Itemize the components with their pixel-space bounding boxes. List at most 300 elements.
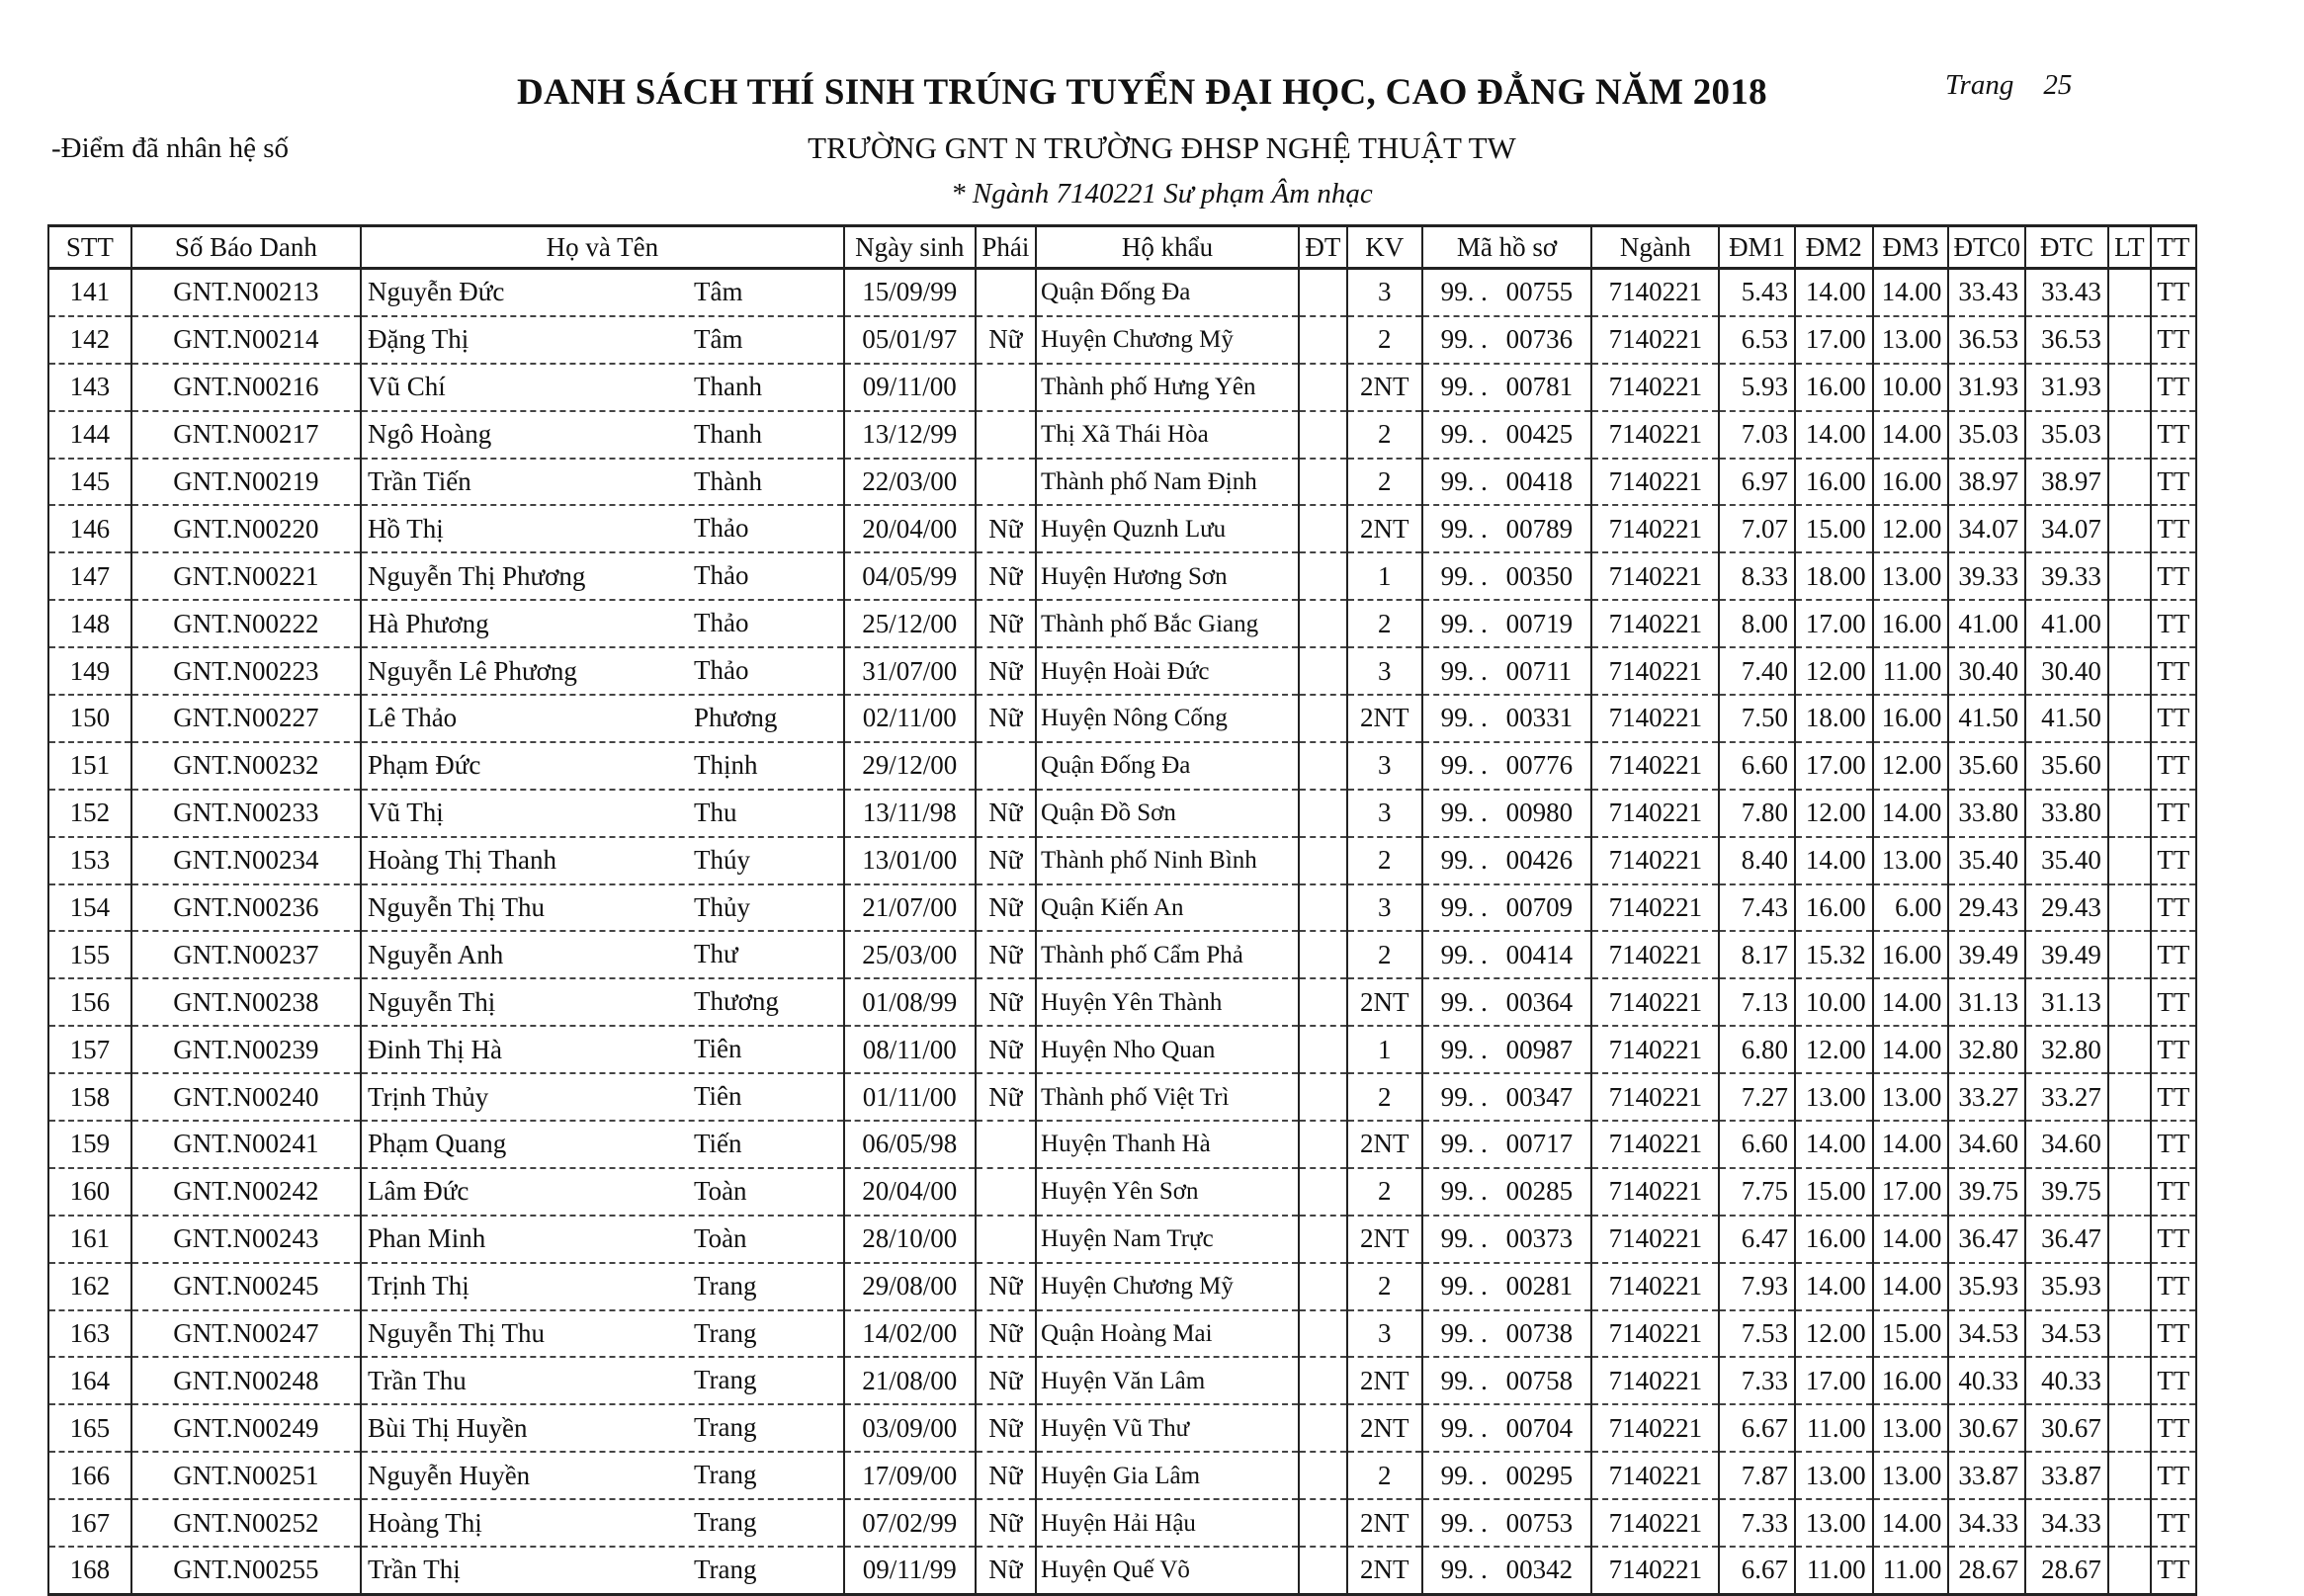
dm1-cell: 6.80 <box>1719 1026 1795 1073</box>
tt-cell: TT <box>2151 647 2196 695</box>
dm1-cell: 6.60 <box>1719 742 1795 790</box>
given-name-text: Thu <box>693 797 737 827</box>
kv-cell: 3 <box>1347 269 1422 316</box>
dtc0-cell: 41.00 <box>1948 600 2025 647</box>
file-number-text: 00755 <box>1505 277 1574 307</box>
surname-text: Trần Thu <box>367 1365 467 1395</box>
column-header: Mã hồ sơ <box>1422 226 1592 269</box>
gender-cell: Nữ <box>976 695 1036 742</box>
gender-cell: Nữ <box>976 1263 1036 1310</box>
file-code-cell <box>1422 1026 1592 1073</box>
kv-cell: 1 <box>1347 552 1422 600</box>
column-header: ĐT <box>1299 226 1347 269</box>
name-cell <box>361 269 844 316</box>
score-note: -Điểm đã nhân hệ số <box>51 132 289 164</box>
file-number-text: 00295 <box>1505 1460 1574 1490</box>
dtc-cell: 39.33 <box>2025 552 2108 600</box>
dm3-cell: 6.00 <box>1873 884 1949 932</box>
name-cell <box>361 695 844 742</box>
major-code-cell: 7140221 <box>1591 269 1719 316</box>
given-name-text: Toàn <box>693 1175 747 1206</box>
residence-cell: Huyện Nông Cống <box>1036 695 1299 742</box>
file-number-text: 00704 <box>1505 1412 1574 1443</box>
column-header: ĐM2 <box>1795 226 1873 269</box>
given-name-text: Trang <box>693 1270 757 1301</box>
dm3-cell: 17.00 <box>1873 1168 1949 1216</box>
file-number-text: 00364 <box>1505 986 1574 1017</box>
sbd-cell: GNT.N00249 <box>131 1404 361 1452</box>
kv-cell: 2NT <box>1347 978 1422 1026</box>
table-row <box>48 316 2196 364</box>
dm2-cell: 13.00 <box>1795 1073 1873 1121</box>
dob-cell: 29/08/00 <box>844 1263 976 1310</box>
dm2-cell: 14.00 <box>1795 411 1873 459</box>
table-row <box>48 884 2196 932</box>
kv-cell: 2 <box>1347 1263 1422 1310</box>
file-number-text: 00753 <box>1505 1507 1574 1538</box>
tt-cell: TT <box>2151 411 2196 459</box>
surname-text: Hồ Thị <box>367 513 444 544</box>
stt-cell: 167 <box>48 1499 131 1547</box>
file-number-text: 00738 <box>1505 1318 1574 1349</box>
name-cell <box>361 411 844 459</box>
sbd-cell: GNT.N00255 <box>131 1547 361 1594</box>
surname-text: Hà Phương <box>367 608 489 638</box>
surname-text: Phan Minh <box>367 1223 486 1254</box>
surname-text: Nguyễn Thị Thu <box>367 1318 545 1349</box>
dm3-cell: 14.00 <box>1873 1499 1949 1547</box>
dt-cell <box>1299 269 1347 316</box>
school-text: TRƯỜNG GNT N TRƯỜNG ĐHSP NGHỆ THUẬT TW <box>808 130 1516 165</box>
dm1-cell: 6.47 <box>1719 1216 1795 1263</box>
file-number-text: 00711 <box>1505 655 1573 686</box>
dtc-cell: 38.97 <box>2025 459 2108 506</box>
tt-cell: TT <box>2151 1121 2196 1168</box>
file-code-cell <box>1422 1452 1592 1499</box>
lt-cell <box>2108 1547 2151 1594</box>
file-prefix-text: 99. . <box>1440 1507 1488 1538</box>
lt-cell <box>2108 1168 2151 1216</box>
residence-cell: Huyện Yên Thành <box>1036 978 1299 1026</box>
file-prefix-text: 99. . <box>1440 513 1488 544</box>
dt-cell <box>1299 552 1347 600</box>
dm3-cell: 13.00 <box>1873 1404 1949 1452</box>
lt-cell <box>2108 931 2151 978</box>
dtc0-cell: 39.49 <box>1948 931 2025 978</box>
given-name-text: Thịnh <box>693 749 758 780</box>
file-prefix-text: 99. . <box>1440 750 1488 781</box>
dob-cell: 13/12/99 <box>844 411 976 459</box>
major-code-cell: 7140221 <box>1591 1216 1719 1263</box>
dt-cell <box>1299 1263 1347 1310</box>
dtc-cell: 34.60 <box>2025 1121 2108 1168</box>
file-prefix-text: 99. . <box>1440 277 1488 307</box>
surname-text: Trần Tiến <box>367 466 471 496</box>
dm1-cell: 7.43 <box>1719 884 1795 932</box>
gender-cell <box>976 269 1036 316</box>
name-cell <box>361 1452 844 1499</box>
dob-cell: 06/05/98 <box>844 1121 976 1168</box>
dtc0-cell: 34.07 <box>1948 505 2025 552</box>
surname-text: Phạm Quang <box>367 1129 507 1159</box>
file-code-cell <box>1422 695 1592 742</box>
stt-cell: 158 <box>48 1073 131 1121</box>
name-cell <box>361 316 844 364</box>
file-code-cell <box>1422 505 1592 552</box>
dm2-cell: 14.00 <box>1795 837 1873 884</box>
file-code-cell <box>1422 837 1592 884</box>
tt-cell: TT <box>2151 600 2196 647</box>
stt-cell: 144 <box>48 411 131 459</box>
name-cell <box>361 1263 844 1310</box>
dob-cell: 07/02/99 <box>844 1499 976 1547</box>
gender-cell <box>976 364 1036 411</box>
dtc0-cell: 33.43 <box>1948 269 2025 316</box>
residence-cell: Huyện Hương Sơn <box>1036 552 1299 600</box>
residence-cell: Thành phố Ninh Bình <box>1036 837 1299 884</box>
residence-cell: Thành phố Nam Định <box>1036 459 1299 506</box>
tt-cell: TT <box>2151 1026 2196 1073</box>
gender-cell: Nữ <box>976 790 1036 837</box>
gender-cell: Nữ <box>976 884 1036 932</box>
tt-cell: TT <box>2151 790 2196 837</box>
file-code-cell <box>1422 647 1592 695</box>
file-number-text: 00426 <box>1505 845 1574 876</box>
tt-cell: TT <box>2151 1168 2196 1216</box>
tt-cell: TT <box>2151 1073 2196 1121</box>
given-name-text: Thúy <box>693 844 750 875</box>
lt-cell <box>2108 1499 2151 1547</box>
file-code-cell <box>1422 552 1592 600</box>
table-row <box>48 364 2196 411</box>
file-prefix-text: 99. . <box>1440 608 1488 638</box>
file-code-cell <box>1422 1073 1592 1121</box>
dtc-cell: 34.33 <box>2025 1499 2108 1547</box>
file-code-cell <box>1422 884 1592 932</box>
file-prefix-text: 99. . <box>1440 1034 1488 1064</box>
given-name-text: Thanh <box>693 418 762 449</box>
file-prefix-text: 99. . <box>1440 1081 1488 1112</box>
major-code-cell: 7140221 <box>1591 1263 1719 1310</box>
major-code-cell: 7140221 <box>1591 742 1719 790</box>
dt-cell <box>1299 459 1347 506</box>
table-header-row <box>48 226 2196 269</box>
dob-cell: 13/11/98 <box>844 790 976 837</box>
file-number-text: 00350 <box>1505 560 1574 591</box>
stt-cell: 161 <box>48 1216 131 1263</box>
file-code-cell <box>1422 411 1592 459</box>
kv-cell: 2 <box>1347 1452 1422 1499</box>
dob-cell: 08/11/00 <box>844 1026 976 1073</box>
dm3-cell: 13.00 <box>1873 316 1949 364</box>
dm3-cell: 15.00 <box>1873 1310 1949 1358</box>
dtc-cell: 41.00 <box>2025 600 2108 647</box>
surname-text: Vũ Chí <box>367 372 446 402</box>
column-header: Phái <box>976 226 1036 269</box>
kv-cell: 2 <box>1347 316 1422 364</box>
tt-cell: TT <box>2151 269 2196 316</box>
dm3-cell: 11.00 <box>1873 1547 1949 1594</box>
table-row <box>48 459 2196 506</box>
major-code-cell: 7140221 <box>1591 1404 1719 1452</box>
major-code-cell: 7140221 <box>1591 1547 1719 1594</box>
sbd-cell: GNT.N00241 <box>131 1121 361 1168</box>
dtc0-cell: 41.50 <box>1948 695 2025 742</box>
surname-text: Bùi Thị Huyền <box>367 1412 528 1443</box>
stt-cell: 152 <box>48 790 131 837</box>
tt-cell: TT <box>2151 978 2196 1026</box>
major-code-cell: 7140221 <box>1591 695 1719 742</box>
stt-cell: 142 <box>48 316 131 364</box>
dtc0-cell: 36.53 <box>1948 316 2025 364</box>
dm1-cell: 7.93 <box>1719 1263 1795 1310</box>
dob-cell: 28/10/00 <box>844 1216 976 1263</box>
dm1-cell: 7.33 <box>1719 1499 1795 1547</box>
dm1-cell: 6.97 <box>1719 459 1795 506</box>
dm2-cell: 15.00 <box>1795 505 1873 552</box>
dm3-cell: 14.00 <box>1873 790 1949 837</box>
lt-cell <box>2108 1121 2151 1168</box>
given-name-text: Trang <box>693 1460 757 1490</box>
name-cell <box>361 978 844 1026</box>
surname-text: Đặng Thị <box>367 324 469 355</box>
file-code-cell <box>1422 316 1592 364</box>
table-row <box>48 1547 2196 1594</box>
dm3-cell: 14.00 <box>1873 269 1949 316</box>
dm3-cell: 11.00 <box>1873 647 1949 695</box>
table-row <box>48 1404 2196 1452</box>
file-code-cell <box>1422 1547 1592 1594</box>
dm2-cell: 18.00 <box>1795 695 1873 742</box>
kv-cell: 3 <box>1347 790 1422 837</box>
given-name-text: Thảo <box>693 655 749 686</box>
name-cell <box>361 790 844 837</box>
file-number-text: 00781 <box>1505 372 1574 402</box>
dm1-cell: 6.53 <box>1719 316 1795 364</box>
residence-cell: Thành phố Bắc Giang <box>1036 600 1299 647</box>
stt-cell: 149 <box>48 647 131 695</box>
tt-cell: TT <box>2151 1310 2196 1358</box>
dob-cell: 31/07/00 <box>844 647 976 695</box>
file-code-cell <box>1422 931 1592 978</box>
dt-cell <box>1299 600 1347 647</box>
surname-text: Lê Thảo <box>367 703 458 733</box>
file-code-cell <box>1422 1310 1592 1358</box>
gender-cell: Nữ <box>976 600 1036 647</box>
dtc-cell: 33.43 <box>2025 269 2108 316</box>
dtc-cell: 30.67 <box>2025 1404 2108 1452</box>
gender-cell: Nữ <box>976 1026 1036 1073</box>
table-row <box>48 931 2196 978</box>
name-cell <box>361 1026 844 1073</box>
major-code-cell: 7140221 <box>1591 931 1719 978</box>
file-prefix-text: 99. . <box>1440 655 1488 686</box>
column-header: KV <box>1347 226 1422 269</box>
stt-cell: 160 <box>48 1168 131 1216</box>
sbd-cell: GNT.N00243 <box>131 1216 361 1263</box>
dm2-cell: 18.00 <box>1795 552 1873 600</box>
file-code-cell <box>1422 1499 1592 1547</box>
stt-cell: 159 <box>48 1121 131 1168</box>
residence-cell: Quận Đống Đa <box>1036 742 1299 790</box>
tt-cell: TT <box>2151 1404 2196 1452</box>
dt-cell <box>1299 884 1347 932</box>
file-number-text: 00425 <box>1505 419 1574 450</box>
sbd-cell: GNT.N00236 <box>131 884 361 932</box>
surname-text: Trịnh Thị <box>367 1271 469 1302</box>
surname-text: Nguyễn Đức <box>367 277 505 307</box>
lt-cell <box>2108 269 2151 316</box>
kv-cell: 3 <box>1347 884 1422 932</box>
tt-cell: TT <box>2151 884 2196 932</box>
file-prefix-text: 99. . <box>1440 798 1488 828</box>
residence-cell: Huyện Vũ Thư <box>1036 1404 1299 1452</box>
stt-cell: 166 <box>48 1452 131 1499</box>
sbd-cell: GNT.N00217 <box>131 411 361 459</box>
residence-cell: Huyện Thanh Hà <box>1036 1121 1299 1168</box>
dtc0-cell: 28.67 <box>1948 1547 2025 1594</box>
kv-cell: 3 <box>1347 1310 1422 1358</box>
dm1-cell: 7.53 <box>1719 1310 1795 1358</box>
dt-cell <box>1299 505 1347 552</box>
dm2-cell: 14.00 <box>1795 269 1873 316</box>
table-row <box>48 837 2196 884</box>
school-name <box>0 130 2304 166</box>
dm2-cell: 12.00 <box>1795 1310 1873 1358</box>
kv-cell: 2NT <box>1347 1499 1422 1547</box>
major-code-cell: 7140221 <box>1591 1452 1719 1499</box>
name-cell <box>361 1073 844 1121</box>
table-row <box>48 742 2196 790</box>
kv-cell: 2NT <box>1347 505 1422 552</box>
dtc0-cell: 31.93 <box>1948 364 2025 411</box>
dm1-cell: 7.27 <box>1719 1073 1795 1121</box>
dt-cell <box>1299 1073 1347 1121</box>
residence-cell: Quận Hoàng Mai <box>1036 1310 1299 1358</box>
column-header: ĐTC0 <box>1948 226 2025 269</box>
given-name-text: Thảo <box>693 513 749 544</box>
dt-cell <box>1299 1121 1347 1168</box>
lt-cell <box>2108 978 2151 1026</box>
dm3-cell: 14.00 <box>1873 1216 1949 1263</box>
file-prefix-text: 99. . <box>1440 939 1488 969</box>
dm1-cell: 7.87 <box>1719 1452 1795 1499</box>
residence-cell: Thị Xã Thái Hòa <box>1036 411 1299 459</box>
gender-cell: Nữ <box>976 837 1036 884</box>
name-cell <box>361 600 844 647</box>
dtc0-cell: 35.03 <box>1948 411 2025 459</box>
kv-cell: 3 <box>1347 647 1422 695</box>
sbd-cell: GNT.N00234 <box>131 837 361 884</box>
dm3-cell: 14.00 <box>1873 1121 1949 1168</box>
dob-cell: 20/04/00 <box>844 505 976 552</box>
major-code-cell: 7140221 <box>1591 364 1719 411</box>
given-name-text: Trang <box>693 1507 757 1538</box>
name-cell <box>361 459 844 506</box>
dt-cell <box>1299 364 1347 411</box>
dtc-cell: 33.80 <box>2025 790 2108 837</box>
surname-text: Hoàng Thị Thanh <box>367 845 556 876</box>
dtc-cell: 33.27 <box>2025 1073 2108 1121</box>
dm1-cell: 5.43 <box>1719 269 1795 316</box>
stt-cell: 162 <box>48 1263 131 1310</box>
dob-cell: 09/11/99 <box>844 1547 976 1594</box>
name-cell <box>361 1404 844 1452</box>
sbd-cell: GNT.N00238 <box>131 978 361 1026</box>
file-code-cell <box>1422 269 1592 316</box>
dm3-cell: 12.00 <box>1873 505 1949 552</box>
dob-cell: 17/09/00 <box>844 1452 976 1499</box>
residence-cell: Huyện Nam Trực <box>1036 1216 1299 1263</box>
dt-cell <box>1299 978 1347 1026</box>
name-cell <box>361 1499 844 1547</box>
sbd-cell: GNT.N00237 <box>131 931 361 978</box>
kv-cell: 3 <box>1347 742 1422 790</box>
dm2-cell: 15.32 <box>1795 931 1873 978</box>
surname-text: Vũ Thị <box>367 798 444 828</box>
lt-cell <box>2108 647 2151 695</box>
file-prefix-text: 99. . <box>1440 372 1488 402</box>
sbd-cell: GNT.N00251 <box>131 1452 361 1499</box>
dob-cell: 03/09/00 <box>844 1404 976 1452</box>
table-row <box>48 1121 2196 1168</box>
lt-cell <box>2108 1263 2151 1310</box>
gender-cell: Nữ <box>976 647 1036 695</box>
file-number-text: 00414 <box>1505 939 1574 969</box>
surname-text: Nguyễn Huyền <box>367 1460 531 1490</box>
sbd-cell: GNT.N00239 <box>131 1026 361 1073</box>
major-code-cell: 7140221 <box>1591 1357 1719 1404</box>
surname-text: Trịnh Thủy <box>367 1081 489 1112</box>
dtc0-cell: 30.40 <box>1948 647 2025 695</box>
sbd-cell: GNT.N00248 <box>131 1357 361 1404</box>
dt-cell <box>1299 1404 1347 1452</box>
dm2-cell: 16.00 <box>1795 364 1873 411</box>
gender-cell <box>976 1168 1036 1216</box>
dt-cell <box>1299 1452 1347 1499</box>
surname-text: Đinh Thị Hà <box>367 1034 502 1064</box>
tt-cell: TT <box>2151 837 2196 884</box>
tt-cell: TT <box>2151 1499 2196 1547</box>
dt-cell <box>1299 411 1347 459</box>
name-cell <box>361 505 844 552</box>
column-header: TT <box>2151 226 2196 269</box>
dtc-cell: 35.03 <box>2025 411 2108 459</box>
given-name-text: Thảo <box>693 560 749 591</box>
sbd-cell: GNT.N00216 <box>131 364 361 411</box>
table-row <box>48 790 2196 837</box>
gender-cell: Nữ <box>976 1073 1036 1121</box>
stt-cell: 165 <box>48 1404 131 1452</box>
stt-cell: 148 <box>48 600 131 647</box>
dtc-cell: 33.87 <box>2025 1452 2108 1499</box>
file-number-text: 00709 <box>1505 892 1574 923</box>
dt-cell <box>1299 1026 1347 1073</box>
file-code-cell <box>1422 364 1592 411</box>
lt-cell <box>2108 552 2151 600</box>
table-row <box>48 1357 2196 1404</box>
dob-cell: 04/05/99 <box>844 552 976 600</box>
given-name-text: Thành <box>693 465 762 496</box>
file-prefix-text: 99. . <box>1440 1412 1488 1443</box>
sbd-cell: GNT.N00227 <box>131 695 361 742</box>
residence-cell: Thành phố Cẩm Phả <box>1036 931 1299 978</box>
table-row <box>48 1310 2196 1358</box>
kv-cell: 2 <box>1347 411 1422 459</box>
lt-cell <box>2108 695 2151 742</box>
major-code-cell: 7140221 <box>1591 978 1719 1026</box>
dtc0-cell: 34.53 <box>1948 1310 2025 1358</box>
